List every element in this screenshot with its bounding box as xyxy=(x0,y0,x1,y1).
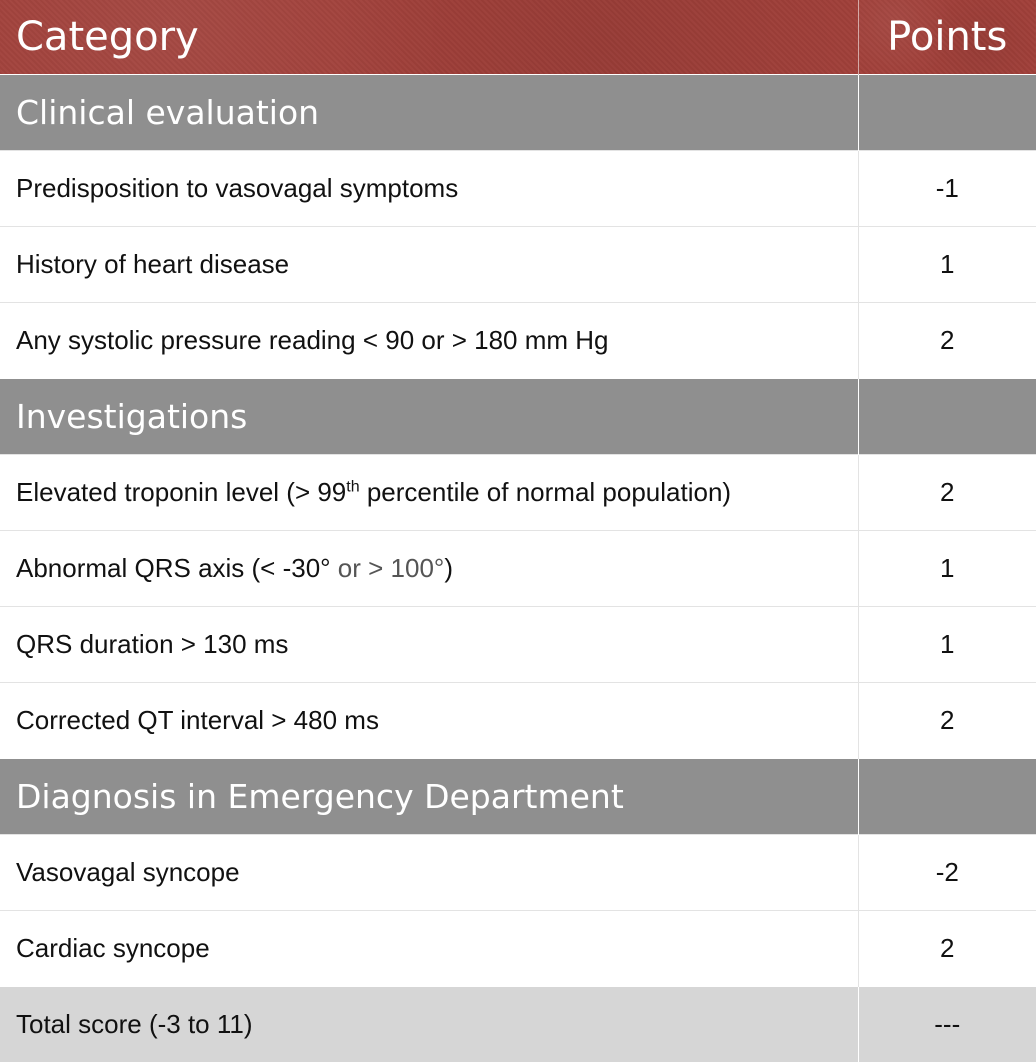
table-header-row xyxy=(0,0,1036,74)
criterion-label: Corrected QT interval > 480 ms xyxy=(0,682,858,758)
section-title: Diagnosis in Emergency Department xyxy=(0,758,858,834)
table-row xyxy=(0,606,1036,682)
criterion-label: Any systolic pressure reading < 90 or > 180 mm Hg xyxy=(0,302,858,378)
section-row-diagnosis-in-ed xyxy=(0,758,1036,834)
table-row xyxy=(0,530,1036,606)
total-label: Total score (-3 to 11) xyxy=(0,986,858,1062)
table-row xyxy=(0,150,1036,226)
criterion-label-part: percentile of normal population) xyxy=(359,476,732,507)
criterion-points: 1 xyxy=(858,226,1036,302)
criterion-points: 1 xyxy=(858,606,1036,682)
criterion-points: 2 xyxy=(858,454,1036,530)
criterion-label-part: ) xyxy=(444,552,453,583)
table-row xyxy=(0,226,1036,302)
criterion-points: 2 xyxy=(858,302,1036,378)
criterion-label xyxy=(0,530,858,606)
criterion-points: 2 xyxy=(858,682,1036,758)
criterion-label-part: Abnormal QRS axis (< -30° xyxy=(16,552,338,583)
table-row xyxy=(0,302,1036,378)
total-points: --- xyxy=(858,986,1036,1062)
criterion-label: Vasovagal syncope xyxy=(0,834,858,910)
points-column-header: Points xyxy=(858,0,1036,74)
criterion-label: QRS duration > 130 ms xyxy=(0,606,858,682)
table-row xyxy=(0,682,1036,758)
section-points-cell xyxy=(858,378,1036,454)
criterion-points: 1 xyxy=(858,530,1036,606)
section-points-cell xyxy=(858,74,1036,150)
table-row xyxy=(0,910,1036,986)
criterion-points: -2 xyxy=(858,834,1036,910)
criterion-label: History of heart disease xyxy=(0,226,858,302)
total-row xyxy=(0,986,1036,1062)
criterion-label xyxy=(0,454,858,530)
category-column-header: Category xyxy=(0,0,858,74)
section-row-clinical-evaluation xyxy=(0,74,1036,150)
section-title: Clinical evaluation xyxy=(0,74,858,150)
superscript-text: th xyxy=(346,477,360,495)
criterion-label-part: or > 100° xyxy=(337,552,445,583)
criterion-label-part: Elevated troponin level (> 99 xyxy=(16,476,347,507)
table-row xyxy=(0,454,1036,530)
table-row xyxy=(0,834,1036,910)
criterion-points: -1 xyxy=(858,150,1036,226)
section-points-cell xyxy=(858,758,1036,834)
section-row-investigations xyxy=(0,378,1036,454)
criterion-label: Cardiac syncope xyxy=(0,910,858,986)
section-title: Investigations xyxy=(0,378,858,454)
criterion-label: Predisposition to vasovagal symptoms xyxy=(0,150,858,226)
criterion-points: 2 xyxy=(858,910,1036,986)
